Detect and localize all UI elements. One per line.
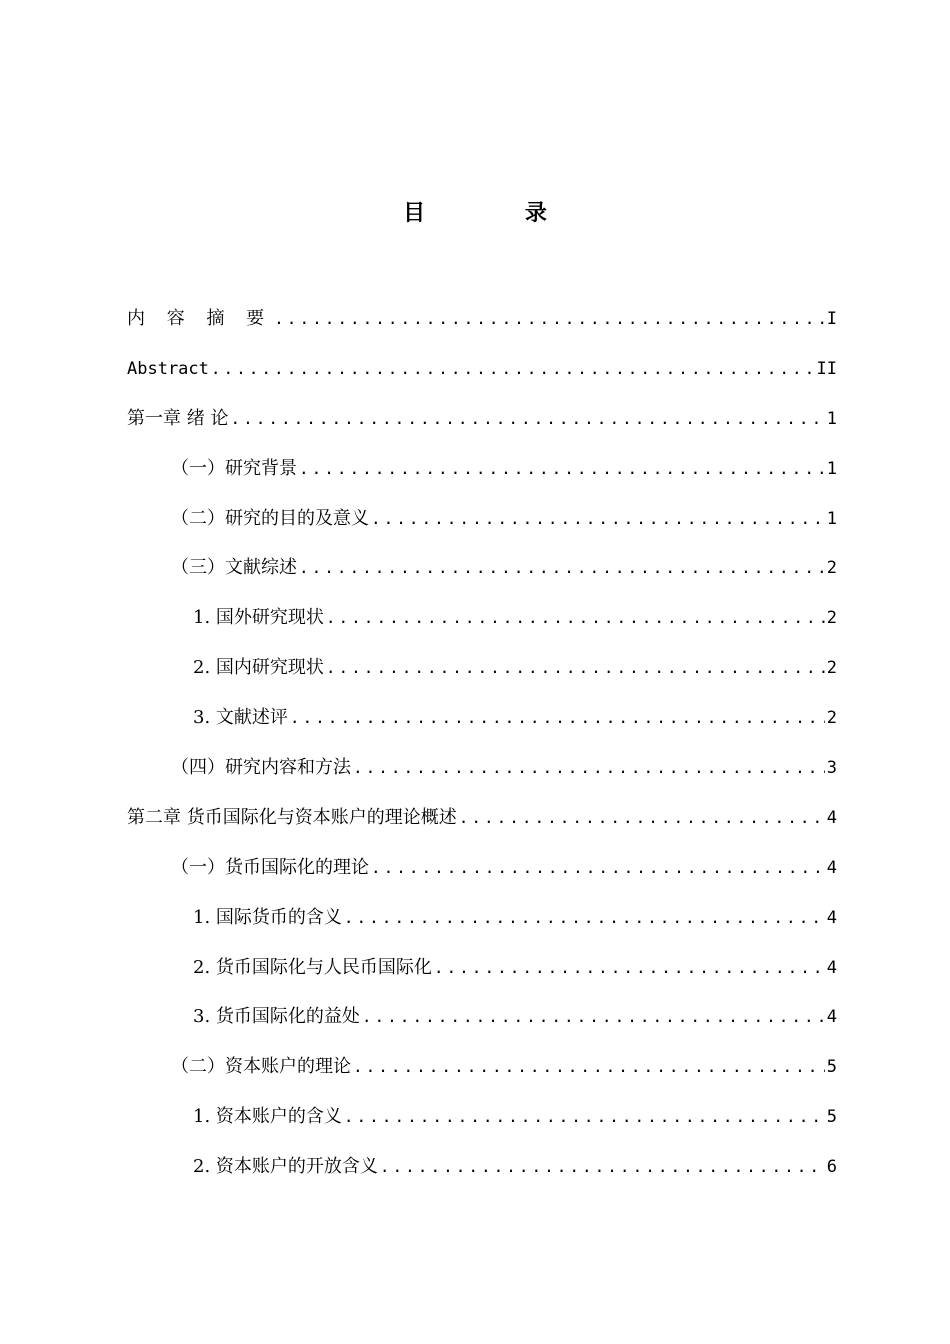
toc-entry-page: 1 [826, 508, 837, 529]
toc-entry-section[interactable] [127, 848, 837, 898]
toc-entry-page: 1 [826, 408, 837, 429]
dot-leader [459, 798, 825, 838]
toc-entry-label: 1. 国外研究现状 [193, 607, 324, 629]
toc-entry-label: 2. 资本账户的开放含义 [193, 1156, 378, 1178]
toc-entry-label: （三）文献综述 [171, 557, 297, 579]
toc-entry-page: 3 [826, 758, 837, 779]
toc-entry-label: 2. 货币国际化与人民币国际化 [193, 956, 432, 978]
dot-leader [344, 1097, 825, 1137]
dot-leader [371, 499, 825, 539]
toc-entry-section[interactable] [127, 449, 837, 499]
dot-leader [380, 1147, 825, 1187]
toc-entry-chapter-2[interactable] [127, 798, 837, 848]
toc-entry-page: 4 [826, 957, 837, 978]
dot-leader [299, 449, 825, 489]
toc-entry-label: 1. 资本账户的含义 [193, 1106, 342, 1128]
toc-entry-page: 4 [826, 907, 837, 928]
toc-entry-page: 4 [826, 857, 837, 878]
toc-entry-subsection[interactable] [127, 698, 837, 748]
toc-entry-label: （四）研究内容和方法 [171, 757, 351, 779]
toc-entry-section[interactable] [127, 748, 837, 798]
dot-leader [211, 349, 815, 389]
toc-entry-label: Abstract [127, 358, 209, 379]
toc-entry-section[interactable] [127, 499, 837, 549]
toc-entry-subsection[interactable] [127, 948, 837, 998]
toc-entry-subsection[interactable] [127, 1097, 837, 1147]
toc-entry-chapter-1[interactable] [127, 399, 837, 449]
dot-leader [371, 848, 825, 888]
toc-entry-page: 2 [826, 558, 837, 579]
toc-entry-label: 1. 国际货币的含义 [193, 906, 342, 928]
toc-entry-page: 2 [826, 708, 837, 729]
toc-entry-page: 1 [826, 458, 837, 479]
dot-leader [434, 948, 825, 988]
toc-entry-label: 3. 文献述评 [193, 707, 288, 729]
dot-leader [274, 299, 825, 339]
dot-leader [362, 997, 825, 1037]
toc-entry-label: 第二章 货币国际化与资本账户的理论概述 [127, 806, 457, 828]
toc-entry-subsection[interactable] [127, 598, 837, 648]
toc-entry-subsection[interactable] [127, 898, 837, 948]
toc-entry-section[interactable] [127, 1047, 837, 1097]
dot-leader [353, 1047, 825, 1087]
toc-entry-page: 5 [826, 1107, 837, 1128]
toc-title: 目 录 [403, 201, 593, 226]
toc-entry-abstract[interactable] [127, 349, 837, 399]
toc-entry-subsection[interactable] [127, 997, 837, 1047]
toc-entry-label: （二）研究的目的及意义 [171, 507, 369, 529]
toc-entry-page: II [816, 358, 837, 379]
toc-entry-subsection[interactable] [127, 1147, 837, 1197]
toc-entry-section[interactable] [127, 548, 837, 598]
toc-entry-label: 3. 货币国际化的益处 [193, 1006, 360, 1028]
toc-entry-label: 第一章 绪 论 [127, 407, 229, 429]
dot-leader [299, 548, 825, 588]
dot-leader [230, 399, 824, 439]
toc-entry-page: 2 [826, 658, 837, 679]
toc-entry-label: （一）研究背景 [171, 457, 297, 479]
toc-entry-page: 6 [826, 1157, 837, 1178]
toc-list [127, 299, 837, 1197]
toc-entry-label: （二）资本账户的理论 [171, 1056, 351, 1078]
toc-entry-page: I [826, 309, 837, 329]
toc-entry-label: 内 容 摘 要 [127, 308, 273, 329]
toc-entry-page: 4 [826, 807, 837, 828]
toc-entry-page: 4 [826, 1007, 837, 1028]
toc-entry-label: （一）货币国际化的理论 [171, 856, 369, 878]
dot-leader [344, 898, 825, 938]
toc-entry-page: 5 [826, 1057, 837, 1078]
dot-leader [326, 648, 825, 688]
toc-entry-page: 2 [826, 608, 837, 629]
toc-entry-label: 2. 国内研究现状 [193, 657, 324, 679]
toc-entry-subsection[interactable] [127, 648, 837, 698]
toc-entry-summary[interactable] [127, 299, 837, 349]
dot-leader [290, 698, 825, 738]
dot-leader [326, 598, 825, 638]
dot-leader [353, 748, 825, 788]
